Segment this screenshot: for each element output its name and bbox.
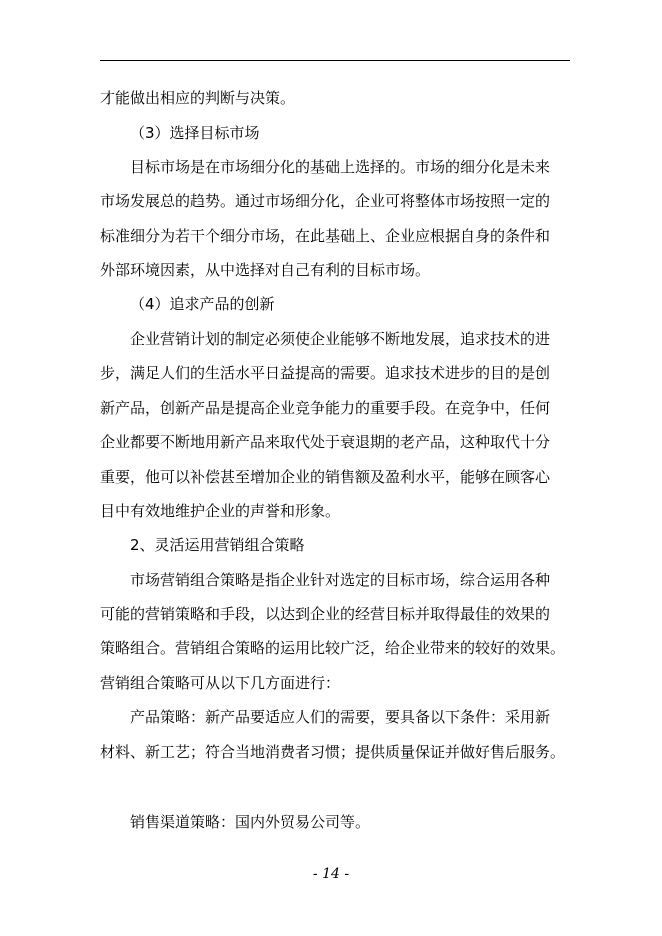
paragraph-product-strategy-line-2: 材料、新工艺；符合当地消费者习惯；提供质量保证并做好售后服务。 <box>100 743 566 761</box>
paragraph-target-market-line-4: 外部环境因素，从中选择对自己有利的目标市场。 <box>100 261 431 279</box>
paragraph-marketing-mix-line-4: 营销组合策略可从以下几方面进行： <box>100 674 341 692</box>
paragraph-innovation-line-1: 企业营销计划的制定必须使企业能够不断地发展，追求技术的进 <box>130 330 551 348</box>
paragraph-innovation-line-5: 重要，他可以补偿甚至增加企业的销售额及盈利水平，能够在顾客心 <box>100 468 551 486</box>
paragraph-innovation-line-3: 新产品，创新产品是提高企业竞争能力的重要手段。在竞争中，任何 <box>100 399 551 417</box>
paragraph-marketing-mix-line-1: 市场营销组合策略是指企业针对选定的目标市场，综合运用各种 <box>130 571 551 589</box>
paragraph-innovation-line-6: 目中有效地维护企业的声誉和形象。 <box>100 502 341 520</box>
page-number: - 14 - <box>312 866 350 882</box>
paragraph-target-market-line-3: 标准细分为若干个细分市场，在此基础上、企业应根据自身的条件和 <box>100 227 551 245</box>
paragraph-marketing-mix-line-3: 策略组合。营销组合策略的运用比较广泛，给企业带来的较好的效果。 <box>100 639 566 657</box>
paragraph-marketing-mix-line-2: 可能的营销策略和手段，以达到企业的经营目标并取得最佳的效果的 <box>100 605 551 623</box>
section-heading-product-innovation: （4）追求产品的创新 <box>130 295 275 313</box>
text-line-continuation-decision: 才能做出相应的判断与决策。 <box>100 89 296 107</box>
paragraph-innovation-line-2: 步，满足人们的生活水平日益提高的需要。追求技术进步的目的是创 <box>100 364 551 382</box>
paragraph-target-market-line-2: 市场发展总的趋势。通过市场细分化，企业可将整体市场按照一定的 <box>100 192 551 210</box>
paragraph-target-market-line-1: 目标市场是在市场细分化的基础上选择的。市场的细分化是未来 <box>130 158 551 176</box>
paragraph-innovation-line-4: 企业都要不断地用新产品来取代处于衰退期的老产品，这种取代十分 <box>100 433 551 451</box>
section-heading-select-target-market: （3）选择目标市场 <box>130 124 260 142</box>
paragraph-product-strategy-line-1: 产品策略：新产品要适应人们的需要，要具备以下条件：采用新 <box>130 708 551 726</box>
paragraph-sales-channel-strategy: 销售渠道策略：国内外贸易公司等。 <box>130 813 371 831</box>
section-heading-marketing-mix: 2、灵活运用营销组合策略 <box>130 536 305 554</box>
header-rule <box>100 60 570 61</box>
